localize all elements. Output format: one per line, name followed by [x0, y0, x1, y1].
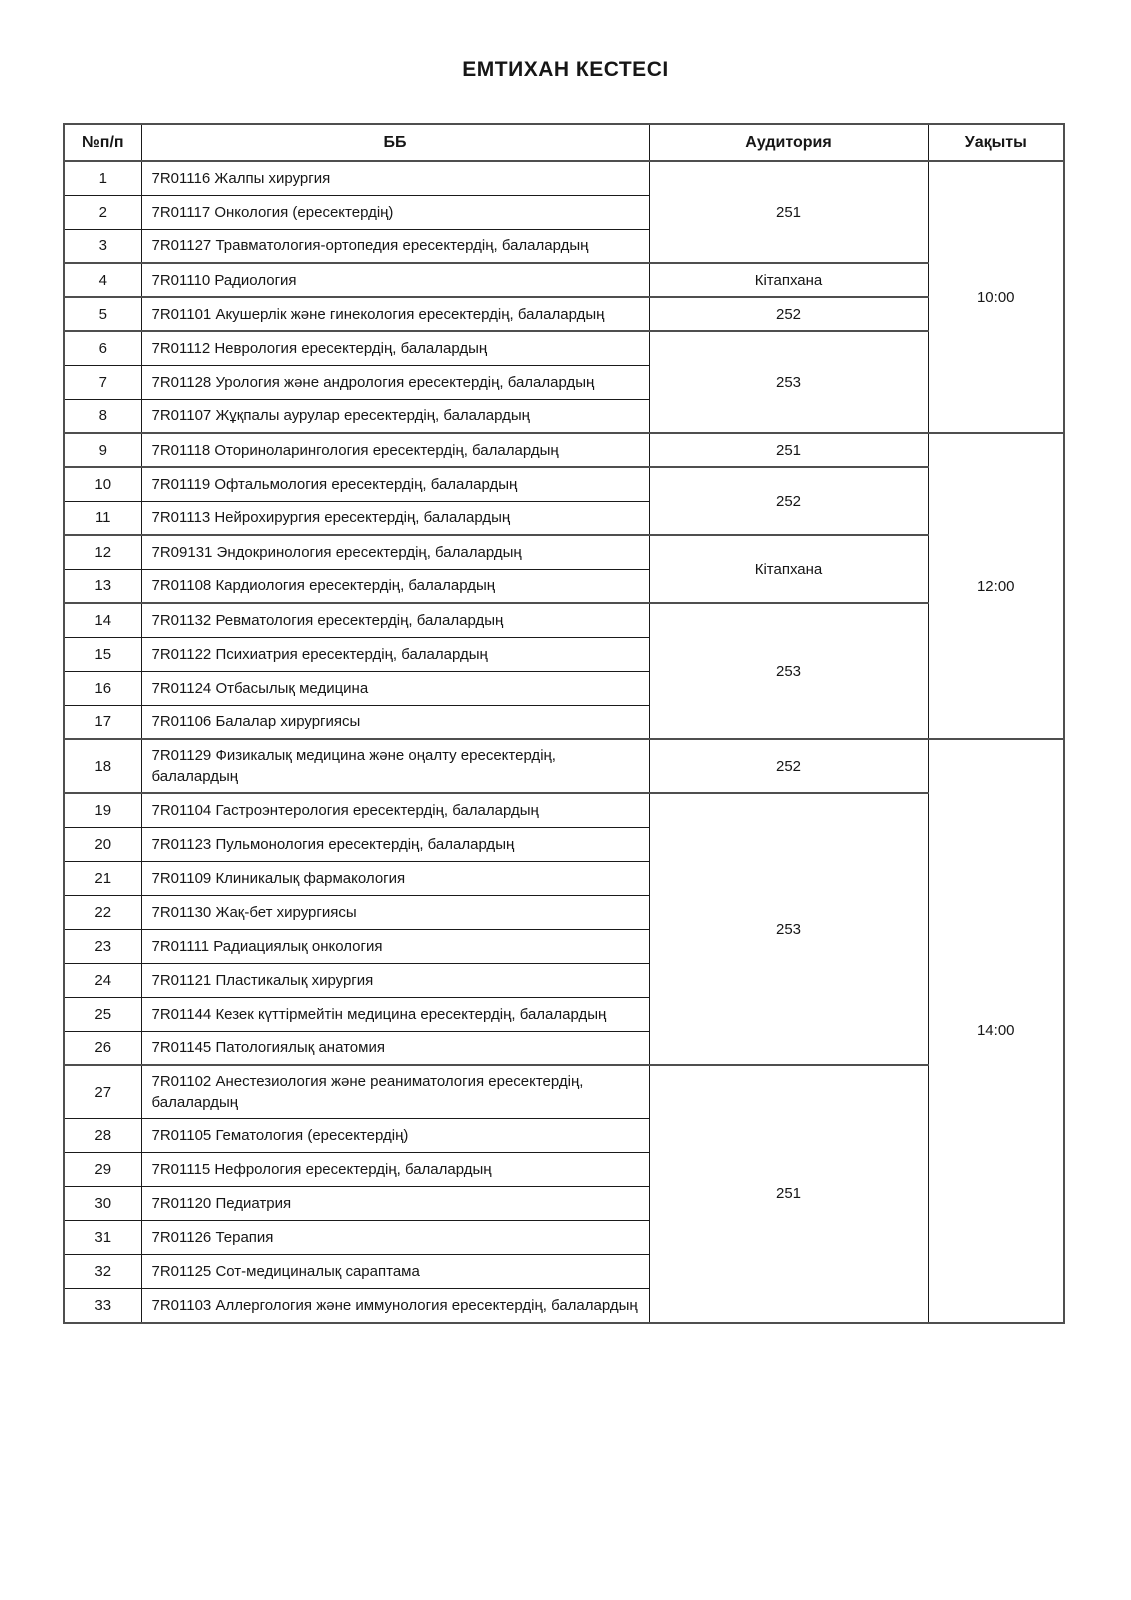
subject-cell: 7R01113 Нейрохирургия ересектердің, балалардың: [141, 501, 649, 535]
row-number-cell: 26: [64, 1031, 141, 1065]
time-cell: 10:00: [928, 161, 1064, 433]
subject-cell: 7R01103 Аллергология және иммунология ересектердің, балалардың: [141, 1289, 649, 1323]
table-row: [64, 263, 1064, 297]
table-row: [64, 535, 1064, 569]
subject-cell: 7R01110 Радиология: [141, 263, 649, 297]
row-number-cell: 8: [64, 399, 141, 433]
subject-cell: 7R01117 Онкология (ересектердің): [141, 195, 649, 229]
header-cell-number: №п/п: [64, 124, 141, 161]
row-number-cell: 3: [64, 229, 141, 263]
room-cell: 251: [649, 1065, 928, 1323]
row-number-cell: 11: [64, 501, 141, 535]
room-cell: 251: [649, 161, 928, 263]
row-number-cell: 5: [64, 297, 141, 331]
row-number-cell: 22: [64, 895, 141, 929]
row-number-cell: 13: [64, 569, 141, 603]
subject-cell: 7R01126 Терапия: [141, 1221, 649, 1255]
row-number-cell: 29: [64, 1153, 141, 1187]
row-number-cell: 24: [64, 963, 141, 997]
row-number-cell: 27: [64, 1065, 141, 1119]
room-cell: 252: [649, 739, 928, 793]
table-header-row: [64, 124, 1064, 161]
subject-cell: 7R01121 Пластикалық хирургия: [141, 963, 649, 997]
table-row: [64, 297, 1064, 331]
room-cell: 253: [649, 331, 928, 433]
subject-cell: 7R01101 Акушерлік және гинекология ересектердің, балалардың: [141, 297, 649, 331]
row-number-cell: 2: [64, 195, 141, 229]
row-number-cell: 23: [64, 929, 141, 963]
row-number-cell: 28: [64, 1119, 141, 1153]
row-number-cell: 21: [64, 861, 141, 895]
row-number-cell: 6: [64, 331, 141, 365]
subject-cell: 7R01122 Психиатрия ересектердің, балалардың: [141, 637, 649, 671]
row-number-cell: 4: [64, 263, 141, 297]
row-number-cell: 1: [64, 161, 141, 195]
subject-cell: 7R01104 Гастроэнтерология ересектердің, балалардың: [141, 793, 649, 827]
table-row: [64, 739, 1064, 793]
row-number-cell: 33: [64, 1289, 141, 1323]
room-cell: Кітапхана: [649, 535, 928, 603]
subject-cell: 7R01102 Анестезиология және реаниматология ересектердің, балалардың: [141, 1065, 649, 1119]
row-number-cell: 16: [64, 671, 141, 705]
row-number-cell: 10: [64, 467, 141, 501]
subject-cell: 7R01118 Оториноларингология ересектердің, балалардың: [141, 433, 649, 467]
header-cell-time: Уақыты: [928, 124, 1064, 161]
table-row: [64, 433, 1064, 467]
room-cell: 252: [649, 467, 928, 535]
subject-cell: 7R01123 Пульмонология ересектердің, балалардың: [141, 827, 649, 861]
row-number-cell: 19: [64, 793, 141, 827]
time-cell: 14:00: [928, 739, 1064, 1323]
header-cell-room: Аудитория: [649, 124, 928, 161]
row-number-cell: 15: [64, 637, 141, 671]
room-cell: 253: [649, 603, 928, 739]
subject-cell: 7R01128 Урология және андрология ересектердің, балалардың: [141, 365, 649, 399]
subject-cell: 7R01109 Клиникалық фармакология: [141, 861, 649, 895]
subject-cell: 7R01115 Нефрология ересектердің, балалардың: [141, 1153, 649, 1187]
row-number-cell: 25: [64, 997, 141, 1031]
subject-cell: 7R01129 Физикалық медицина және оңалту ересектердің, балалардың: [141, 739, 649, 793]
subject-cell: 7R01127 Травматология-ортопедия ересектердің, балалардың: [141, 229, 649, 263]
table-row: [64, 161, 1064, 195]
exam-schedule-table: [63, 123, 1065, 1324]
subject-cell: 7R01144 Кезек күттірмейтін медицина ересектердің, балалардың: [141, 997, 649, 1031]
row-number-cell: 14: [64, 603, 141, 637]
room-cell: 253: [649, 793, 928, 1065]
subject-cell: 7R01108 Кардиология ересектердің, балалардың: [141, 569, 649, 603]
row-number-cell: 30: [64, 1187, 141, 1221]
subject-cell: 7R01119 Офтальмология ересектердің, балалардың: [141, 467, 649, 501]
subject-cell: 7R01120 Педиатрия: [141, 1187, 649, 1221]
time-cell: 12:00: [928, 433, 1064, 739]
subject-cell: 7R09131 Эндокринология ересектердің, балалардың: [141, 535, 649, 569]
subject-cell: 7R01145 Патологиялық анатомия: [141, 1031, 649, 1065]
subject-cell: 7R01107 Жұқпалы аурулар ересектердің, балалардың: [141, 399, 649, 433]
subject-cell: 7R01112 Неврология ересектердің, балалардың: [141, 331, 649, 365]
row-number-cell: 32: [64, 1255, 141, 1289]
subject-cell: 7R01106 Балалар хирургиясы: [141, 705, 649, 739]
row-number-cell: 9: [64, 433, 141, 467]
header-cell-subject: ББ: [141, 124, 649, 161]
subject-cell: 7R01130 Жақ-бет хирургиясы: [141, 895, 649, 929]
row-number-cell: 20: [64, 827, 141, 861]
subject-cell: 7R01124 Отбасылық медицина: [141, 671, 649, 705]
room-cell: 251: [649, 433, 928, 467]
row-number-cell: 18: [64, 739, 141, 793]
subject-cell: 7R01105 Гематология (ересектердің): [141, 1119, 649, 1153]
row-number-cell: 7: [64, 365, 141, 399]
subject-cell: 7R01132 Ревматология ересектердің, балалардың: [141, 603, 649, 637]
row-number-cell: 31: [64, 1221, 141, 1255]
page-title: ЕМТИХАН КЕСТЕСІ: [462, 58, 669, 81]
row-number-cell: 12: [64, 535, 141, 569]
table-row: [64, 793, 1064, 827]
room-cell: 252: [649, 297, 928, 331]
table-row: [64, 467, 1064, 501]
table-row: [64, 1065, 1064, 1119]
table-body: [64, 161, 1064, 1323]
subject-cell: 7R01125 Сот-медициналық сараптама: [141, 1255, 649, 1289]
row-number-cell: 17: [64, 705, 141, 739]
subject-cell: 7R01111 Радиациялық онкология: [141, 929, 649, 963]
room-cell: Кітапхана: [649, 263, 928, 297]
subject-cell: 7R01116 Жалпы хирургия: [141, 161, 649, 195]
table-row: [64, 331, 1064, 365]
table-row: [64, 603, 1064, 637]
